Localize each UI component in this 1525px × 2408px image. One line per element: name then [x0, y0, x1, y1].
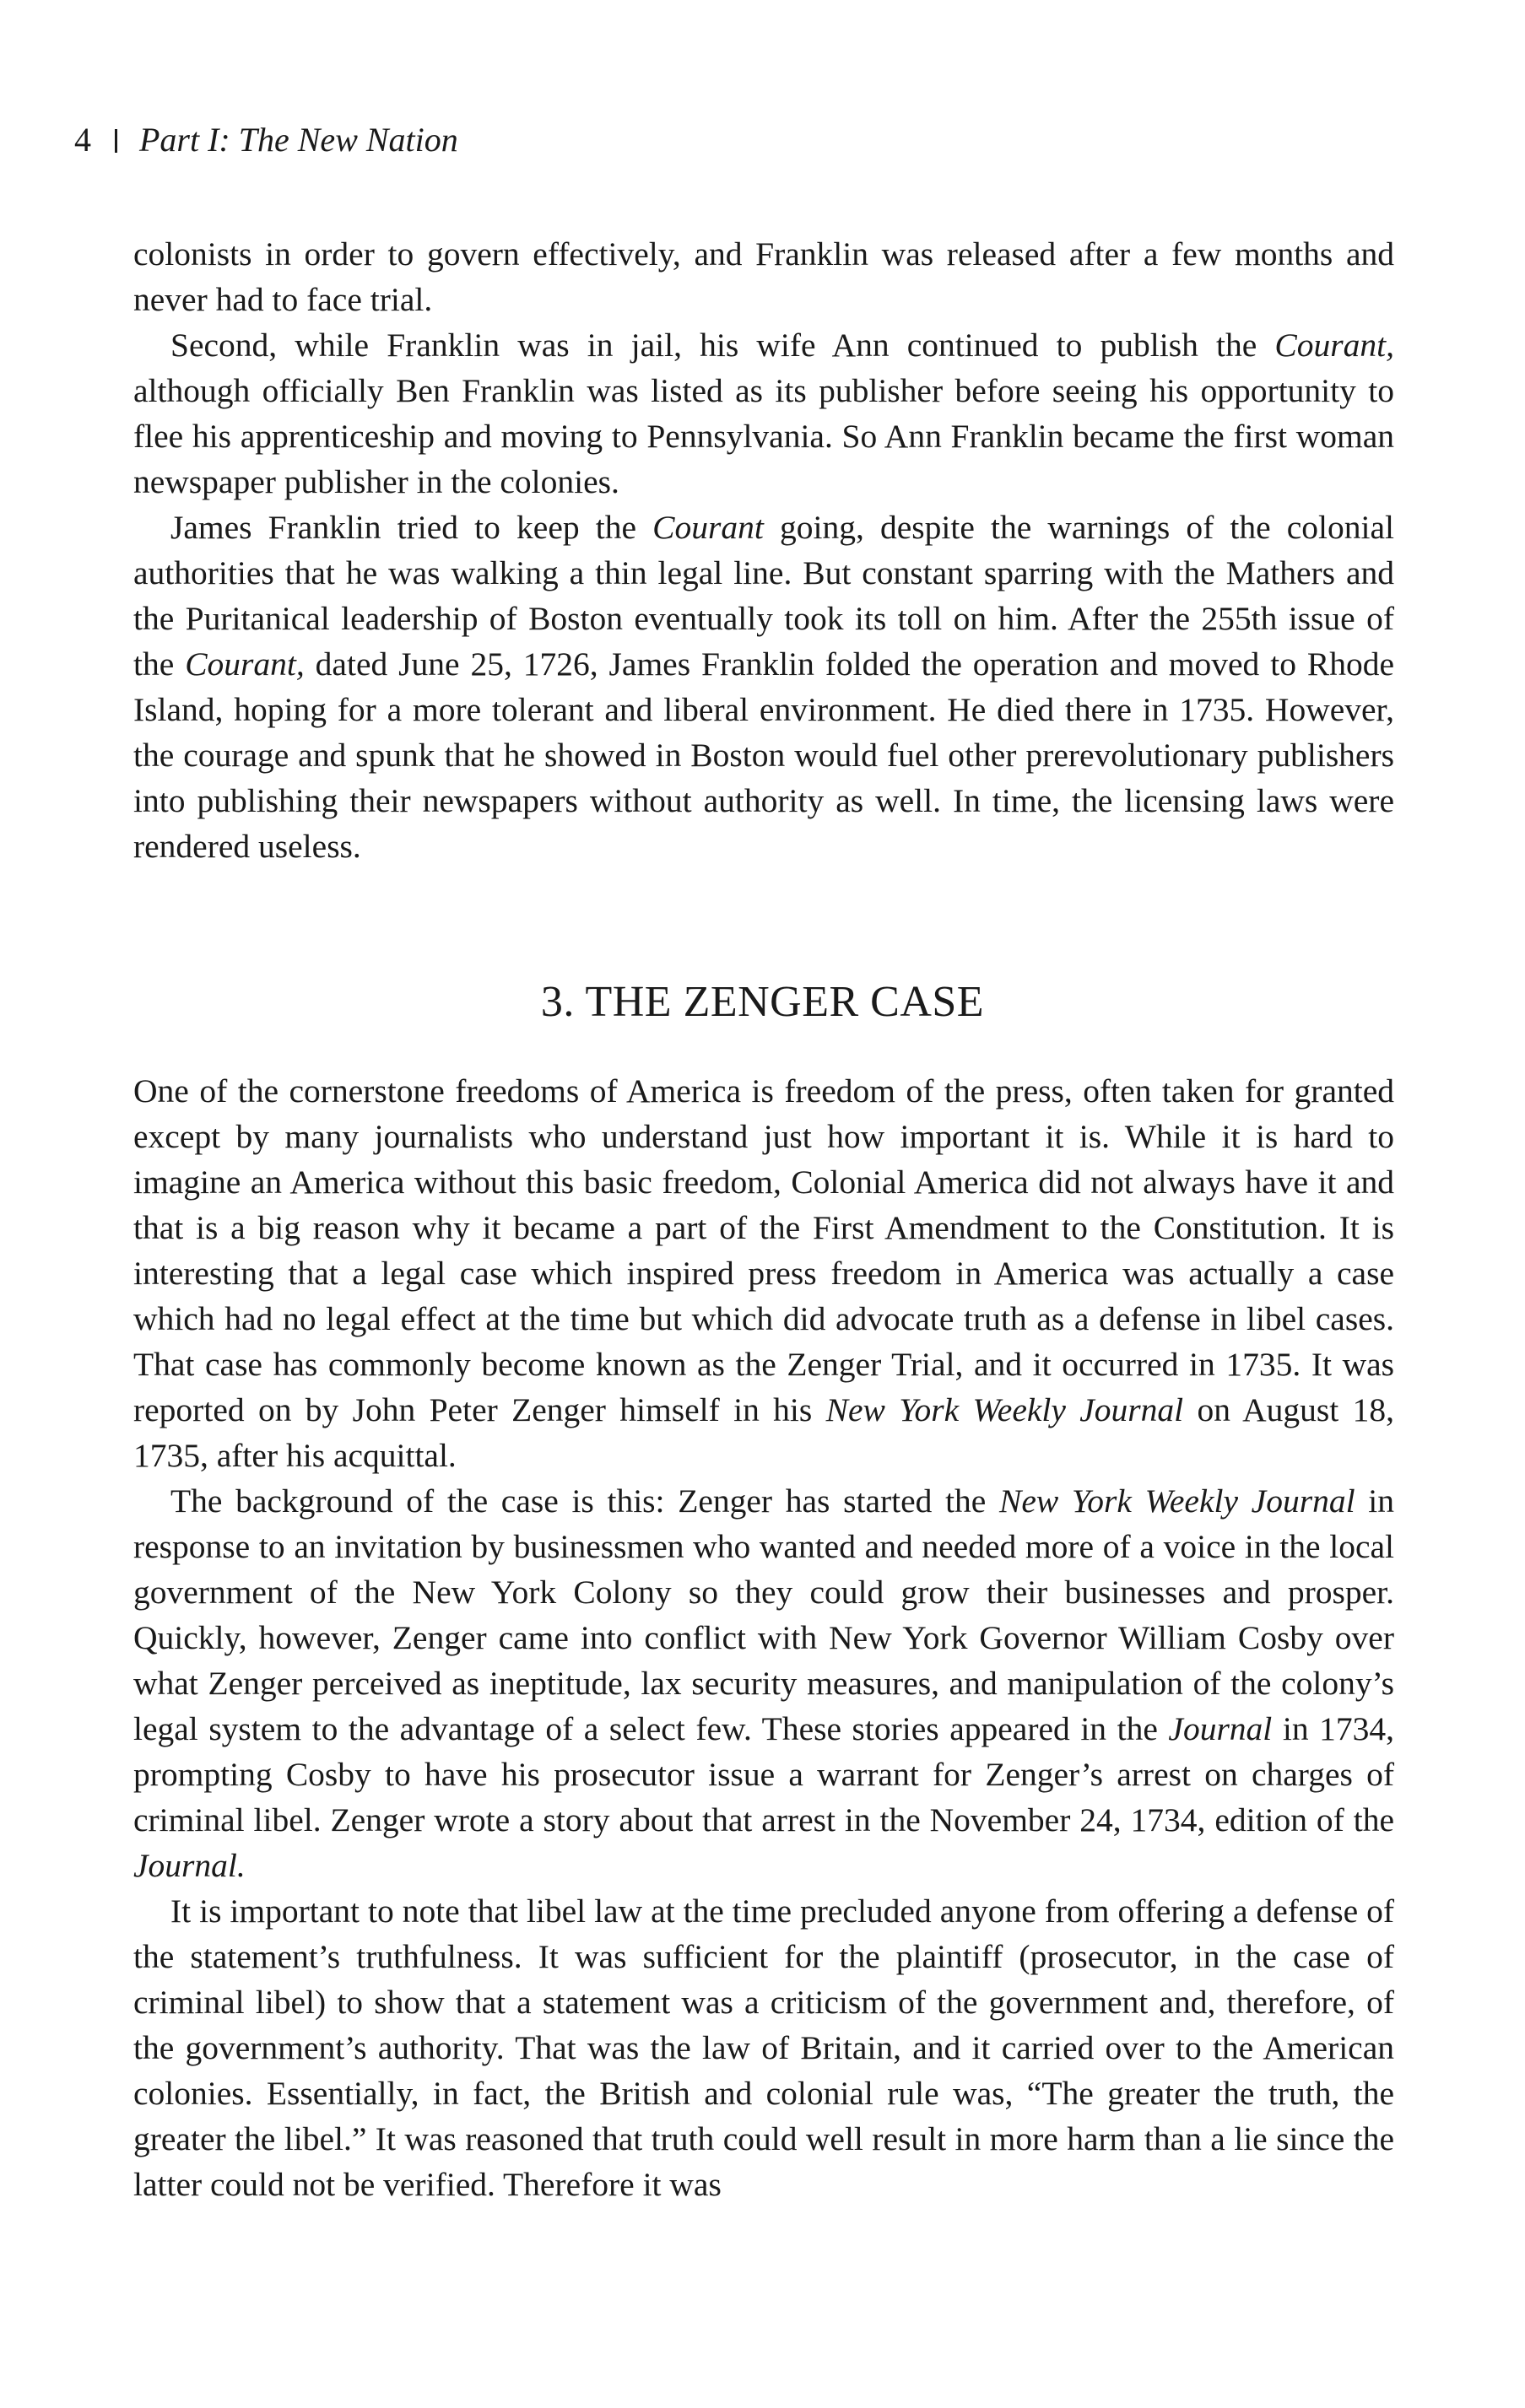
text-run: colonists in order to govern effectively, and Franklin was released after a few months and never had to face trial.	[133, 235, 1394, 318]
paragraph-intro	[133, 1068, 1394, 1478]
text-run: James Franklin tried to keep the	[170, 509, 653, 546]
text-run: One of the cornerstone freedoms of America is freedom of the press, often taken for granted except by many journalists who understand just how important it is. While it is hard to imagine an America without this basic freedom, Colonial America did not always have it and that is a big reason why it became a part of the First Amendment to the Constitution. It is interesting that a legal case which inspired press freedom in America was actually a case which had no legal effect at the time but which did advocate truth as a defense in libel cases. That case has commonly become known as the Zenger Trial, and it occurred in 1735. It was reported on by John Peter Zenger himself in his	[133, 1072, 1394, 1428]
text-run: going, despite the warnings of the colonial authorities that he was walking a thin legal line. But constant sparring with the Mathers and the Puritanical leadership of Boston eventually took its toll on him. After the 255th issue of the	[133, 509, 1394, 683]
text-run: in response to an invitation by businessmen who wanted and needed more of a voice in the local government of the New York Colony so they could grow their businesses and prosper. Quickly, however, Zenger came into conflict with New York Governor William Cosby over what Zenger perceived as ineptitude, lax security measures, and manipulation of the colony’s legal system to the advantage of a select few. These stories appeared in the	[133, 1482, 1394, 1747]
text-run: Second, while Franklin was in jail, his wife Ann continued to publish the	[170, 327, 1275, 364]
page-number: 4	[74, 121, 91, 159]
paragraph-james-franklin	[133, 505, 1394, 869]
text-block-before-heading	[133, 231, 1394, 869]
text-run: The background of the case is this: Zenger has started the	[170, 1482, 1000, 1520]
text-run: in 1734, prompting Cosby to have his prosecutor issue a warrant for Zenger’s arrest on charges of criminal libel. Zenger wrote a story about that arrest in the November 24, 1734, edition of the	[133, 1710, 1394, 1838]
text-run: dated June 25, 1726, James Franklin folded the operation and moved to Rhode Island, hoping for a more tolerant and liberal environment. He died there in 1735. However, the courage and spunk that he showed in Boston would fuel other prerevolutionary publishers into publishing their newspapers without authority as well. In time, the licensing laws were rendered useless.	[133, 645, 1394, 865]
text-run: on August 18, 1735, after his acquittal.	[133, 1391, 1394, 1474]
italic-title: New York Weekly Journal	[825, 1391, 1184, 1428]
italic-title: Courant,	[1274, 327, 1394, 364]
italic-title: New York Weekly Journal	[999, 1482, 1355, 1520]
text-run: It is important to note that libel law at the time precluded anyone from offering a defense of the statement’s truthfulness. It was sufficient for the plaintiff (prosecutor, in the case of criminal libel) to show that a statement was a criticism of the government and, therefore, of the government’s authority. That was the law of Britain, and it carried over to the American colonies. Essentially, in fact, the British and colonial rule was, “The greater the truth, the greater the libel.” It was reasoned that truth could well result in more harm than a lie since the latter could not be verified. Therefore it was	[133, 1892, 1394, 2203]
text-block-after-heading	[133, 1068, 1394, 2207]
text-run: although officially Ben Franklin was listed as its publisher before seeing his opportunity to flee his apprenticeship and moving to Pennsylvania. So Ann Franklin became the first woman newspaper publisher in the colonies.	[133, 372, 1394, 500]
running-header	[74, 120, 458, 160]
italic-title: Journal	[1168, 1710, 1273, 1747]
paragraph-continuation	[133, 231, 1394, 322]
paragraph-background	[133, 1478, 1394, 1888]
italic-title: Courant,	[185, 645, 305, 683]
paragraph-libel-law	[133, 1888, 1394, 2207]
paragraph-ann-franklin	[133, 322, 1394, 505]
italic-title: Journal.	[133, 1847, 246, 1884]
header-separator	[115, 129, 117, 153]
running-title: Part I: The New Nation	[139, 121, 458, 159]
italic-title: Courant	[652, 509, 764, 546]
section-heading: 3. THE ZENGER CASE	[540, 978, 985, 1026]
